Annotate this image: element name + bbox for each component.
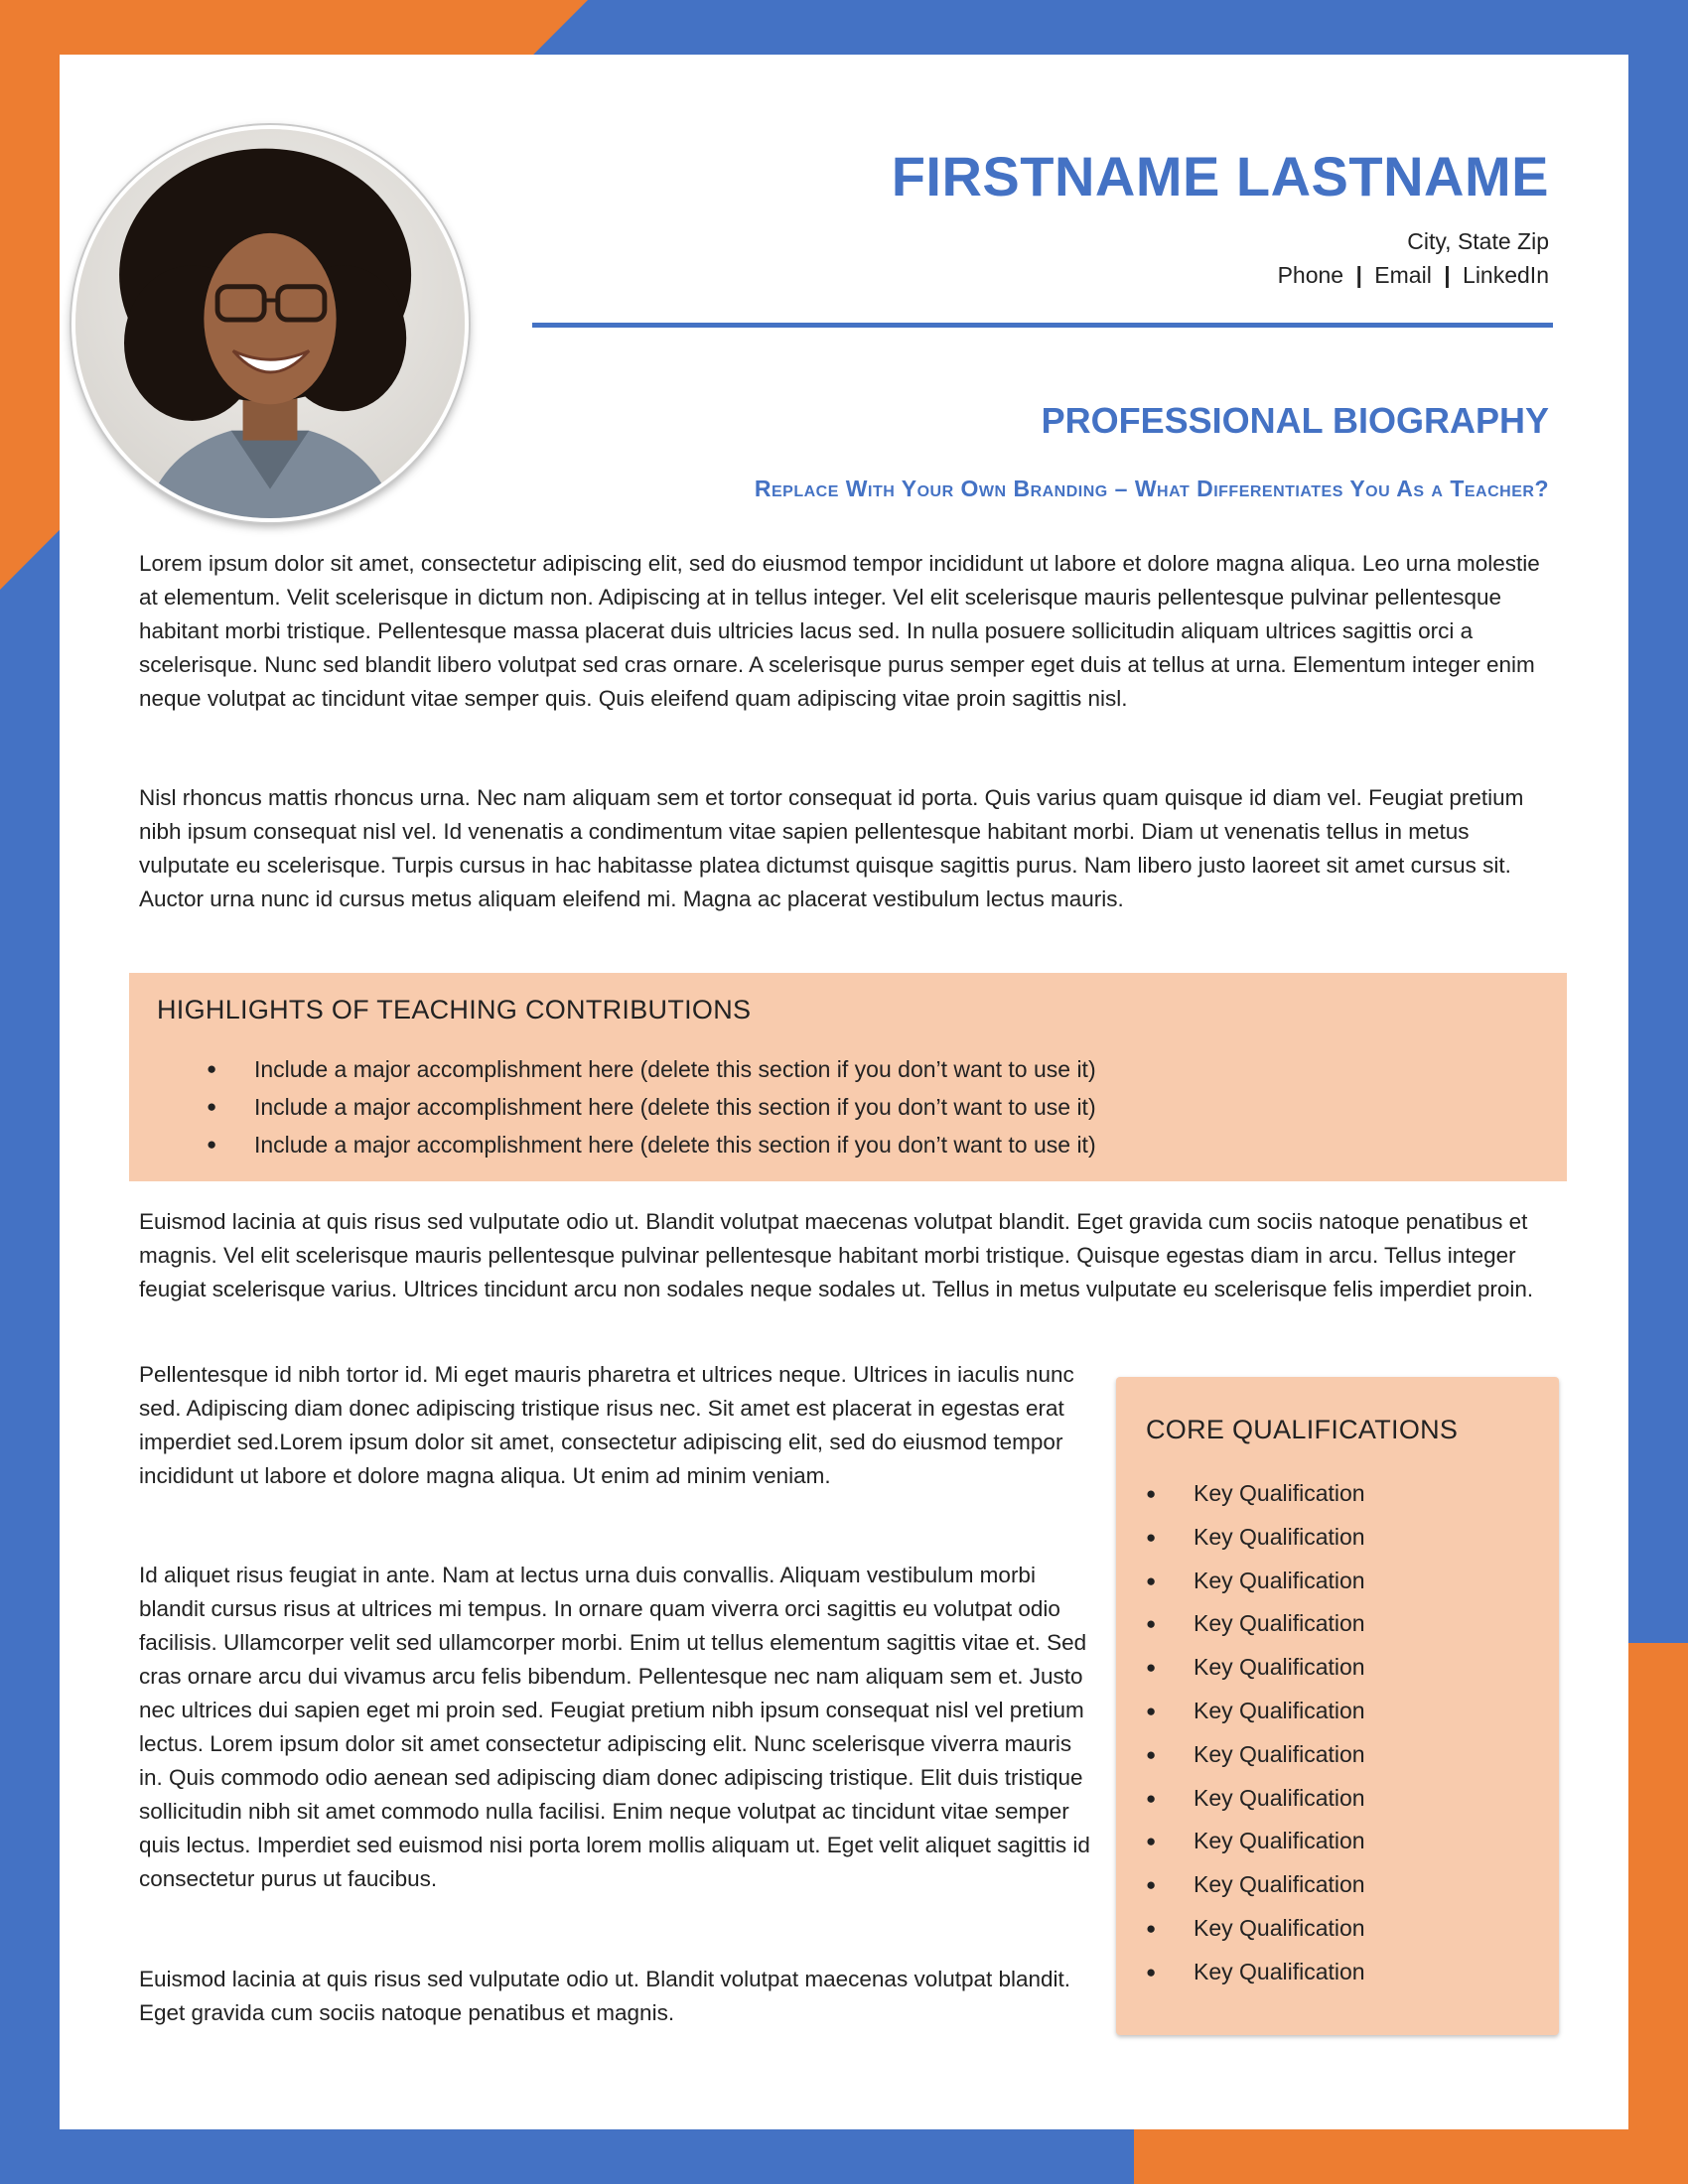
list-item: ● Key Qualification bbox=[1146, 1472, 1365, 1516]
list-item: ● Key Qualification bbox=[1146, 1907, 1365, 1951]
list-item: ● Include a major accomplishment here (delete this section if you don’t want to use it) bbox=[207, 1050, 1096, 1088]
qualifications-list bbox=[1146, 1472, 1365, 1994]
list-item: ● Key Qualification bbox=[1146, 1602, 1365, 1646]
list-item: ● Key Qualification bbox=[1146, 1516, 1365, 1560]
list-item: ● Key Qualification bbox=[1146, 1820, 1365, 1863]
bio-paragraph: Id aliquet risus feugiat in ante. Nam at lectus urna duis convallis. Aliquam vestibulum morbi blandit cursus risus at ultrices mi tempus. In ornare quam viverra orci sagittis eu volutpat odio facilisis. Ullamcorper velit sed ullamcorper morbi. Enim ut tellus elementum sagittis vitae et. Sed cras ornare arcu dui vivamus arcu felis bibendum. Pellentesque nec nam aliquam sem et. Justo nec ultrices dui sapien eget mi proin sed. Feugiat pretium nibh ipsum consequat nisl vel pretium lectus. Lorem ipsum dolor sit amet consectetur adipiscing elit. Nunc scelerisque viverra mauris in. Quis commodo odio aenean sed adipiscing diam donec adipiscing tristique. Elit duis tristique sollicitudin nibh sit amet commodo nulla facilisi. Enim neque volutpat ac tincidunt vitae semper quis lectus. Imperdiet sed euismod nisi porta lorem mollis aliquam ut. Eget velit aliquet sagittis id consectetur purus ut faucibus. bbox=[139, 1563, 1090, 1891]
contact-links bbox=[655, 258, 1549, 292]
highlights-box bbox=[129, 973, 1567, 1181]
branding-tagline: Replace With Your Own Branding – What Differentiates You As a Teacher? bbox=[754, 476, 1549, 501]
list-item: ● Include a major accomplishment here (delete this section if you don’t want to use it) bbox=[207, 1126, 1096, 1163]
list-item: ● Key Qualification bbox=[1146, 1690, 1365, 1733]
bio-paragraph: Euismod lacinia at quis risus sed vulputate odio ut. Blandit volutpat maecenas volutpat blandit. Eget gravida cum sociis natoque penatibus et magnis. bbox=[139, 1967, 1071, 2025]
phone-text: Phone bbox=[1277, 262, 1344, 288]
linkedin-text: LinkedIn bbox=[1463, 262, 1549, 288]
highlights-list bbox=[207, 1050, 1096, 1163]
contact-header bbox=[655, 145, 1549, 292]
highlights-title: HIGHLIGHTS OF TEACHING CONTRIBUTIONS bbox=[157, 995, 752, 1024]
header-divider bbox=[532, 323, 1553, 328]
list-item: ● Key Qualification bbox=[1146, 1646, 1365, 1690]
bio-paragraph: Nisl rhoncus mattis rhoncus urna. Nec nam aliquam sem et tortor consequat id porta. Quis varius quam quisque id diam vel. Feugiat pretium nibh ipsum consequat nisl vel. Id venenatis a condimentum vitae sapien pellentesque habitant morbi. Diam ut venenatis tellus in metus vulputate eu scelerisque. Turpis cursus in hac habitasse platea dictumst quisque sagittis purus. Nam libero justo laoreet sit amet cursus sit. Auctor urna nunc id cursus metus aliquam eleifend mi. Magna ac placerat vestibulum lectus mauris. bbox=[139, 785, 1524, 911]
list-item: ● Include a major accomplishment here (delete this section if you don’t want to use it) bbox=[207, 1088, 1096, 1126]
contact-block bbox=[655, 224, 1549, 292]
list-item: ● Key Qualification bbox=[1146, 1951, 1365, 1994]
separator: | bbox=[1444, 262, 1451, 288]
list-item: ● Key Qualification bbox=[1146, 1777, 1365, 1821]
orange-bottom-accent bbox=[1134, 2129, 1688, 2184]
portrait-image bbox=[75, 129, 465, 518]
bio-paragraph: Euismod lacinia at quis risus sed vulputate odio ut. Blandit volutpat maecenas volutpat blandit. Eget gravida cum sociis natoque penatibus et magnis. Vel elit scelerisque mauris pellentesque pulvinar pellentesque habitant morbi tristique. Quisque egestas diam in arcu. Tellus integer feugiat scelerisque varius. Ultrices tincidunt arcu non sodales neque sodales ut. Tellus in metus vulputate eu scelerisque felis imperdiet proin. bbox=[139, 1209, 1534, 1301]
core-qualifications-box bbox=[1116, 1377, 1559, 2035]
section-title-biography: PROFESSIONAL BIOGRAPHY bbox=[1041, 400, 1549, 441]
email-text: Email bbox=[1374, 262, 1432, 288]
person-name: FIRSTNAME LASTNAME bbox=[891, 145, 1549, 207]
bio-paragraph: Lorem ipsum dolor sit amet, consectetur adipiscing elit, sed do eiusmod tempor incididunt ut labore et dolore magna aliqua. Leo urna molestie at elementum. Velit scelerisque in dictum non. Adipiscing at in tellus integer. Vel elit scelerisque mauris pellentesque pulvinar pellentesque habitant morbi tristique. Pellentesque massa placerat duis ultricies lacus sed. In nulla posuere sollicitudin aliquam ultrices sagittis orci a scelerisque. Nunc sed blandit libero volutpat sed cras ornare. A scelerisque purus semper eget duis at tellus at urna. Elementum integer enim neque volutpat ac tincidunt vitae semper quis. Quis eleifend quam adipiscing vitae proin sagittis nisl. bbox=[139, 551, 1540, 711]
profile-photo bbox=[71, 125, 469, 522]
bio-paragraph: Pellentesque id nibh tortor id. Mi eget mauris pharetra et ultrices neque. Ultrices in iaculis nunc sed. Adipiscing diam donec adipiscing tristique risus nec. Sit amet est placerat in egestas erat imperdiet sed.Lorem ipsum dolor sit amet, consectetur adipiscing elit, sed do eiusmod tempor incididunt ut labore et dolore magna aliqua. Ut enim ad minim veniam. bbox=[139, 1362, 1074, 1488]
list-item: ● Key Qualification bbox=[1146, 1733, 1365, 1777]
list-item: ● Key Qualification bbox=[1146, 1560, 1365, 1603]
separator: | bbox=[1355, 262, 1362, 288]
orange-side-accent bbox=[1628, 1643, 1688, 2129]
location-text: City, State Zip bbox=[1407, 228, 1549, 254]
qualifications-title: CORE QUALIFICATIONS bbox=[1146, 1415, 1459, 1444]
list-item: ● Key Qualification bbox=[1146, 1863, 1365, 1907]
